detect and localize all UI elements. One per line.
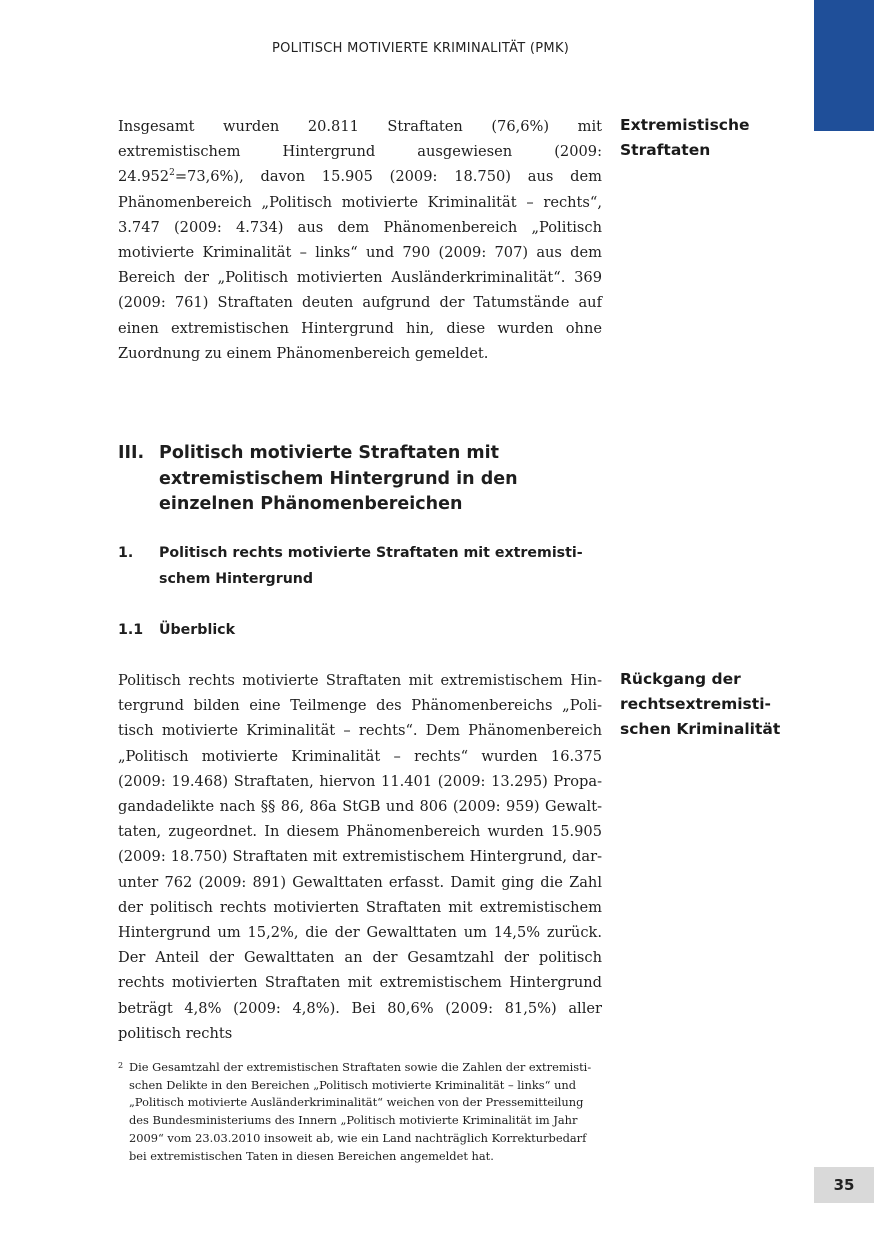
footnote-text: Die Gesamtzahl der extremistischen Straftaten sowie die Zahlen der extremistischen Delikte in den Bereichen „Politisch motivierte Kriminalität – links“ und „Politisch motivierte Ausländerkriminalität“ weichen von der Pressemitteilung des Bundesministeriums des Innern „Politisch motivierte Kriminalität im Jahr 2009“ vom 23.03.2010 insoweit ab, wie ein Land nachträglich Korrekturbedarf bei extremistischen Taten in diesen Bereichen angemeldet hat.	[129, 1060, 592, 1163]
margin-note-extremist-offences: Extremistische Straftaten	[620, 116, 750, 159]
subsection-number: 1.1	[118, 622, 144, 638]
paragraph-text-start: Insgesamt wurden 20.811 Straftaten (76,6%) mit extremistischem Hintergrund ausgewiesen (2009: 24.952	[118, 118, 602, 186]
margin-note-decline: Rückgang der rechtsextremistischen Kriminalität	[620, 670, 781, 738]
section-heading-iii	[118, 441, 588, 518]
section-number: III.	[118, 443, 145, 463]
page-number: 35	[814, 1167, 874, 1203]
paragraph-overview: Politisch rechts motivierte Straftaten mit extremistischem Hintergrund bilden eine Teilmenge des Phänomenbereichs „Politisch motivierte Kriminalität – rechts“. Dem Phänomenbereich „Politisch motivierte Kriminalität – rechts“ wurden 16.375 (2009: 19.468) Straftaten, hiervon 11.401 (2009: 13.295) Propagandadelikte nach §§ 86, 86a StGB und 806 (2009: 959) Gewalttaten, zugeordnet. In diesem Phänomenbereich wurden 15.905 (2009: 18.750) Straftaten mit extremistischem Hintergrund, darunter 762 (2009: 891) Gewalttaten erfasst. Damit ging die Zahl der politisch rechts motivierten Straftaten mit extremistischem Hintergrund um 15,2%, die der Gewalttaten um 14,5% zurück. Der Anteil der Gewalttaten an der Gesamtzahl der politisch rechts motivierten Straftaten mit extremistischem Hintergrund beträgt 4,8% (2009: 4,8%). Bei 80,6% (2009: 81,5%) aller politisch rechts	[118, 672, 602, 1042]
footnote	[118, 1059, 602, 1165]
footnote-reference: 2	[169, 168, 175, 179]
paragraph-text-end: =73,6%), davon 15.905 (2009: 18.750) aus dem Phänomenbereich „Politisch motivierte Kriminalität – rechts“, 3.747 (2009: 4.734) aus dem Phänomenbereich „Politisch motivierte Kriminalität – links“ und 790 (2009: 707) aus dem Bereich der „Politisch motivierten Ausländerkriminalität“. 369 (2009: 761) Straftaten deuten aufgrund der Tatumstände auf einen extremistischen Hintergrund hin, diese wurden ohne Zuordnung zu einem Phänomenbereich gemeldet.	[118, 168, 602, 362]
subsection-heading-1	[118, 540, 588, 592]
footnote-mark: 2	[118, 1061, 124, 1070]
subsection-heading-1-1	[118, 617, 588, 643]
subsection-number: 1.	[118, 545, 134, 561]
section-title: Politisch motivierte Straftaten mit extremistischem Hintergrund in den einzelnen Phänomenbereichen	[159, 443, 518, 514]
running-header: POLITISCH MOTIVIERTE KRIMINALITÄT (PMK)	[272, 41, 570, 56]
chapter-tab-marker	[814, 0, 874, 131]
subsection-title: Politisch rechts motivierte Straftaten mit extremistischem Hintergrund	[159, 545, 583, 587]
paragraph-extremist-offences	[118, 114, 602, 366]
subsection-title: Überblick	[159, 622, 236, 638]
